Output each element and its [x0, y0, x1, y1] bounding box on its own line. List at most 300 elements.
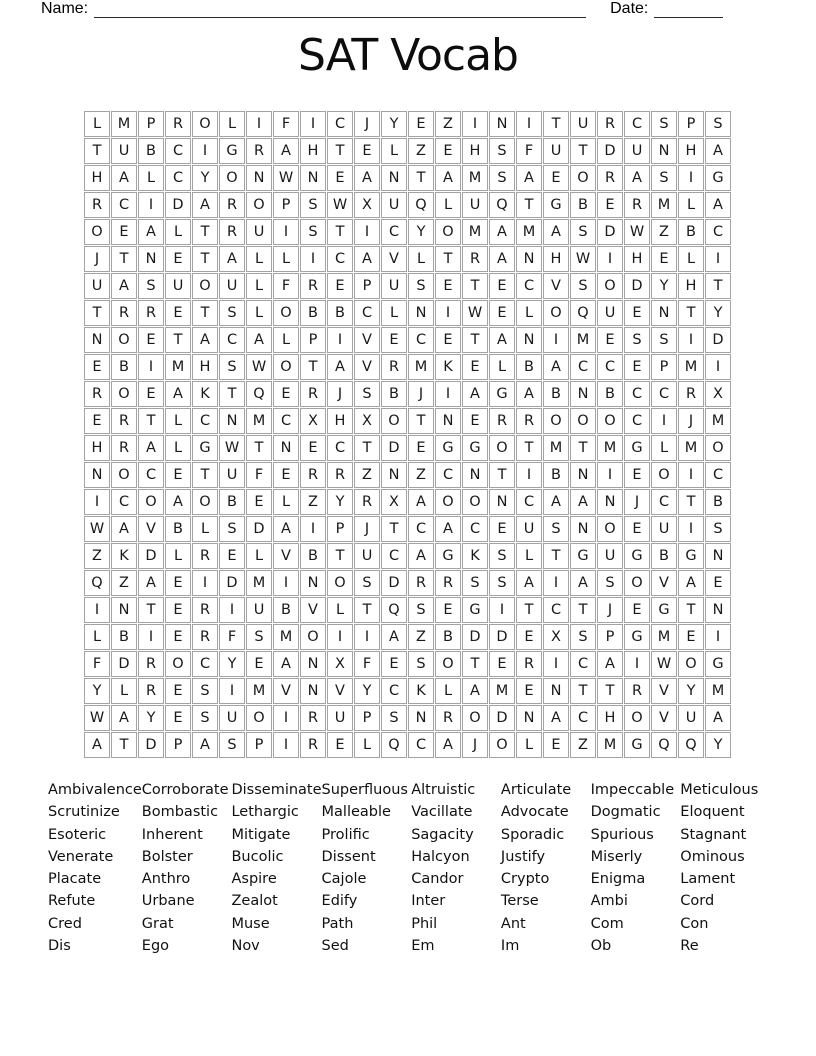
- word-item: Muse: [231, 915, 270, 932]
- grid-cell: T: [111, 246, 137, 272]
- grid-cell: I: [624, 651, 650, 677]
- grid-cell: H: [84, 165, 110, 191]
- grid-cell: K: [111, 543, 137, 569]
- grid-cell: U: [543, 138, 569, 164]
- grid-cell: L: [219, 111, 245, 137]
- grid-cell: E: [219, 543, 245, 569]
- grid-cell: L: [165, 408, 191, 434]
- word-item: Com: [590, 915, 624, 932]
- grid-cell: E: [138, 381, 164, 407]
- grid-cell: A: [543, 705, 569, 731]
- grid-cell: L: [84, 624, 110, 650]
- grid-cell: U: [381, 273, 407, 299]
- grid-cell: O: [273, 300, 299, 326]
- grid-cell: O: [327, 570, 353, 596]
- grid-cell: T: [570, 435, 596, 461]
- grid-cell: Y: [138, 705, 164, 731]
- grid-cell: C: [327, 435, 353, 461]
- grid-cell: V: [381, 246, 407, 272]
- grid-cell: G: [624, 624, 650, 650]
- grid-cell: S: [219, 354, 245, 380]
- grid-cell: A: [543, 489, 569, 515]
- grid-cell: X: [543, 624, 569, 650]
- grid-cell: I: [246, 111, 272, 137]
- word-item: Inter: [411, 893, 446, 910]
- grid-cell: I: [435, 300, 461, 326]
- grid-cell: K: [192, 381, 218, 407]
- grid-cell: E: [381, 651, 407, 677]
- grid-cell: V: [354, 327, 380, 353]
- word-item: Enigma: [590, 871, 646, 888]
- grid-cell: O: [597, 273, 623, 299]
- grid-cell: T: [408, 408, 434, 434]
- grid-cell: E: [165, 597, 191, 623]
- word-item: Sagacity: [411, 826, 474, 843]
- grid-cell: Q: [570, 300, 596, 326]
- grid-cell: L: [246, 246, 272, 272]
- grid-cell: N: [651, 300, 677, 326]
- grid-cell: E: [489, 273, 515, 299]
- grid-cell: O: [489, 732, 515, 758]
- grid-cell: F: [246, 462, 272, 488]
- header: [41, 0, 776, 18]
- grid-cell: S: [354, 381, 380, 407]
- grid-cell: N: [381, 462, 407, 488]
- grid-cell: T: [192, 219, 218, 245]
- grid-cell: E: [705, 570, 731, 596]
- grid-cell: T: [84, 138, 110, 164]
- grid-cell: X: [381, 489, 407, 515]
- grid-cell: O: [435, 219, 461, 245]
- grid-cell: G: [192, 435, 218, 461]
- grid-cell: I: [219, 678, 245, 704]
- grid-cell: W: [84, 516, 110, 542]
- word-list-column: [142, 779, 232, 957]
- grid-cell: T: [678, 300, 704, 326]
- grid-cell: Z: [435, 111, 461, 137]
- grid-cell: P: [300, 327, 326, 353]
- grid-cell: U: [219, 273, 245, 299]
- grid-cell: N: [570, 516, 596, 542]
- grid-cell: B: [165, 516, 191, 542]
- grid-cell: R: [597, 165, 623, 191]
- grid-cell: E: [624, 516, 650, 542]
- grid-cell: E: [327, 273, 353, 299]
- grid-cell: A: [381, 624, 407, 650]
- grid-cell: U: [678, 705, 704, 731]
- grid-cell: J: [462, 732, 488, 758]
- grid-cell: A: [165, 381, 191, 407]
- grid-cell: O: [597, 408, 623, 434]
- grid-cell: J: [624, 489, 650, 515]
- grid-cell: N: [597, 489, 623, 515]
- grid-cell: H: [192, 354, 218, 380]
- grid-cell: E: [354, 138, 380, 164]
- grid-cell: W: [327, 192, 353, 218]
- grid-cell: L: [381, 138, 407, 164]
- grid-cell: S: [219, 300, 245, 326]
- grid-cell: T: [516, 192, 542, 218]
- grid-cell: S: [489, 138, 515, 164]
- grid-cell: S: [354, 570, 380, 596]
- grid-cell: E: [624, 354, 650, 380]
- grid-cell: E: [84, 408, 110, 434]
- grid-cell: I: [327, 327, 353, 353]
- grid-cell: C: [651, 381, 677, 407]
- grid-cell: C: [516, 273, 542, 299]
- grid-cell: N: [570, 381, 596, 407]
- word-item: Stagnant: [680, 826, 747, 843]
- word-item: Em: [411, 938, 435, 955]
- grid-cell: L: [246, 543, 272, 569]
- grid-cell: I: [354, 624, 380, 650]
- grid-cell: M: [678, 354, 704, 380]
- grid-cell: Q: [489, 192, 515, 218]
- grid-cell: E: [462, 354, 488, 380]
- grid-cell: G: [462, 597, 488, 623]
- grid-cell: D: [138, 543, 164, 569]
- grid-cell: O: [705, 435, 731, 461]
- word-list-column: [231, 779, 321, 957]
- grid-cell: O: [111, 327, 137, 353]
- grid-cell: C: [624, 381, 650, 407]
- grid-cell: O: [84, 219, 110, 245]
- grid-cell: C: [597, 354, 623, 380]
- grid-cell: U: [597, 543, 623, 569]
- grid-cell: E: [111, 219, 137, 245]
- word-item: Halcyon: [411, 848, 470, 865]
- grid-cell: E: [489, 651, 515, 677]
- grid-cell: C: [381, 543, 407, 569]
- grid-cell: Q: [408, 192, 434, 218]
- grid-cell: M: [516, 219, 542, 245]
- grid-cell: O: [300, 624, 326, 650]
- word-item: Justify: [500, 848, 546, 865]
- grid-cell: T: [462, 273, 488, 299]
- grid-cell: G: [435, 543, 461, 569]
- grid-cell: T: [192, 300, 218, 326]
- grid-cell: I: [597, 462, 623, 488]
- grid-cell: M: [462, 219, 488, 245]
- grid-cell: E: [165, 300, 191, 326]
- grid-cell: T: [516, 597, 542, 623]
- grid-cell: T: [570, 597, 596, 623]
- grid-cell: L: [246, 273, 272, 299]
- grid-cell: Y: [381, 111, 407, 137]
- grid-cell: T: [84, 300, 110, 326]
- grid-cell: S: [408, 651, 434, 677]
- grid-cell: I: [705, 624, 731, 650]
- grid-cell: A: [516, 381, 542, 407]
- grid-cell: H: [300, 138, 326, 164]
- grid-cell: Z: [408, 624, 434, 650]
- grid-cell: F: [516, 138, 542, 164]
- grid-cell: L: [84, 111, 110, 137]
- word-list-column: [591, 779, 681, 957]
- grid-cell: X: [354, 408, 380, 434]
- grid-cell: V: [354, 354, 380, 380]
- word-item: Dogmatic: [590, 804, 661, 821]
- grid-cell: C: [138, 462, 164, 488]
- grid-cell: O: [570, 165, 596, 191]
- grid-cell: S: [219, 732, 245, 758]
- grid-cell: T: [354, 597, 380, 623]
- grid-cell: A: [543, 354, 569, 380]
- word-list-column: [48, 779, 142, 957]
- grid-cell: H: [678, 273, 704, 299]
- grid-cell: S: [219, 516, 245, 542]
- grid-cell: O: [165, 651, 191, 677]
- grid-cell: R: [192, 624, 218, 650]
- grid-cell: H: [543, 246, 569, 272]
- grid-cell: I: [327, 624, 353, 650]
- grid-cell: D: [462, 624, 488, 650]
- grid-cell: M: [462, 165, 488, 191]
- grid-cell: J: [597, 597, 623, 623]
- grid-cell: A: [111, 705, 137, 731]
- grid-cell: Y: [192, 165, 218, 191]
- grid-cell: A: [165, 489, 191, 515]
- grid-cell: G: [705, 165, 731, 191]
- word-item: Zealot: [231, 893, 278, 910]
- grid-cell: E: [435, 138, 461, 164]
- grid-cell: A: [435, 732, 461, 758]
- grid-cell: O: [462, 705, 488, 731]
- grid-cell: I: [705, 246, 731, 272]
- grid-cell: U: [246, 219, 272, 245]
- grid-cell: L: [165, 543, 191, 569]
- grid-cell: N: [246, 165, 272, 191]
- grid-cell: I: [138, 192, 164, 218]
- grid-cell: H: [624, 246, 650, 272]
- grid-cell: J: [327, 381, 353, 407]
- grid-cell: G: [543, 192, 569, 218]
- grid-cell: Y: [219, 651, 245, 677]
- grid-cell: B: [543, 462, 569, 488]
- grid-cell: A: [624, 165, 650, 191]
- grid-cell: L: [678, 192, 704, 218]
- grid-cell: T: [246, 435, 272, 461]
- grid-cell: R: [192, 543, 218, 569]
- grid-cell: E: [489, 300, 515, 326]
- grid-cell: N: [111, 597, 137, 623]
- grid-cell: V: [300, 597, 326, 623]
- grid-cell: B: [678, 219, 704, 245]
- word-item: Aspire: [231, 871, 277, 888]
- grid-cell: B: [300, 300, 326, 326]
- grid-cell: T: [327, 219, 353, 245]
- grid-cell: S: [705, 111, 731, 137]
- grid-cell: I: [651, 408, 677, 434]
- grid-cell: T: [543, 543, 569, 569]
- grid-cell: O: [111, 462, 137, 488]
- grid-cell: R: [165, 111, 191, 137]
- grid-cell: I: [300, 516, 326, 542]
- grid-cell: Z: [408, 462, 434, 488]
- grid-cell: B: [111, 354, 137, 380]
- grid-cell: I: [543, 327, 569, 353]
- grid-cell: P: [597, 624, 623, 650]
- grid-cell: R: [219, 219, 245, 245]
- grid-cell: A: [327, 354, 353, 380]
- grid-cell: C: [408, 732, 434, 758]
- grid-cell: K: [408, 678, 434, 704]
- grid-cell: C: [327, 246, 353, 272]
- grid-cell: D: [246, 516, 272, 542]
- word-item: Ego: [141, 938, 170, 955]
- grid-cell: W: [462, 300, 488, 326]
- word-item: Dis: [48, 938, 71, 955]
- grid-cell: C: [219, 327, 245, 353]
- grid-cell: E: [651, 246, 677, 272]
- grid-cell: B: [705, 489, 731, 515]
- grid-cell: A: [705, 705, 731, 731]
- grid-cell: E: [678, 624, 704, 650]
- grid-cell: B: [516, 354, 542, 380]
- grid-cell: L: [327, 597, 353, 623]
- grid-cell: W: [624, 219, 650, 245]
- grid-cell: S: [408, 597, 434, 623]
- grid-cell: D: [489, 705, 515, 731]
- word-item: Advocate: [500, 804, 569, 821]
- grid-cell: S: [597, 570, 623, 596]
- grid-cell: C: [111, 489, 137, 515]
- grid-cell: E: [246, 651, 272, 677]
- word-item: Candor: [411, 871, 464, 888]
- grid-cell: A: [435, 165, 461, 191]
- grid-cell: H: [462, 138, 488, 164]
- grid-cell: O: [435, 651, 461, 677]
- grid-cell: O: [462, 489, 488, 515]
- grid-cell: O: [246, 192, 272, 218]
- grid-cell: L: [516, 543, 542, 569]
- grid-cell: A: [597, 651, 623, 677]
- grid-cell: Q: [381, 732, 407, 758]
- grid-cell: T: [327, 138, 353, 164]
- grid-cell: P: [678, 111, 704, 137]
- name-label: Name:: [41, 0, 89, 17]
- grid-cell: R: [381, 354, 407, 380]
- grid-cell: A: [273, 516, 299, 542]
- grid-cell: O: [192, 273, 218, 299]
- grid-cell: W: [651, 651, 677, 677]
- grid-cell: C: [408, 516, 434, 542]
- grid-cell: A: [489, 327, 515, 353]
- grid-cell: O: [273, 354, 299, 380]
- grid-cell: C: [408, 327, 434, 353]
- word-item: Crypto: [500, 871, 550, 888]
- grid-cell: T: [327, 543, 353, 569]
- grid-cell: S: [570, 219, 596, 245]
- word-item: Bolster: [141, 848, 193, 865]
- word-item: Terse: [500, 893, 539, 910]
- grid-cell: B: [597, 381, 623, 407]
- grid-cell: A: [84, 732, 110, 758]
- grid-cell: R: [138, 300, 164, 326]
- grid-cell: E: [543, 732, 569, 758]
- grid-cell: B: [300, 543, 326, 569]
- grid-cell: R: [84, 192, 110, 218]
- grid-cell: C: [624, 408, 650, 434]
- word-list-column: [501, 779, 591, 957]
- grid-cell: E: [516, 678, 542, 704]
- grid-cell: N: [138, 246, 164, 272]
- grid-cell: N: [462, 462, 488, 488]
- grid-cell: N: [651, 138, 677, 164]
- grid-cell: R: [219, 192, 245, 218]
- grid-cell: S: [489, 570, 515, 596]
- word-item: Eloquent: [680, 804, 745, 821]
- grid-cell: A: [111, 165, 137, 191]
- grid-cell: Z: [300, 489, 326, 515]
- grid-cell: I: [705, 354, 731, 380]
- grid-cell: S: [651, 327, 677, 353]
- grid-cell: L: [165, 435, 191, 461]
- word-item: Lament: [680, 871, 736, 888]
- grid-cell: C: [381, 678, 407, 704]
- date-label: Date:: [610, 0, 649, 17]
- grid-cell: U: [246, 597, 272, 623]
- grid-cell: G: [624, 732, 650, 758]
- grid-cell: I: [219, 597, 245, 623]
- grid-cell: A: [489, 219, 515, 245]
- grid-cell: E: [435, 327, 461, 353]
- grid-cell: N: [84, 327, 110, 353]
- grid-cell: C: [327, 111, 353, 137]
- grid-cell: A: [705, 192, 731, 218]
- grid-cell: C: [192, 651, 218, 677]
- grid-cell: J: [354, 516, 380, 542]
- grid-cell: U: [327, 705, 353, 731]
- grid-cell: O: [192, 489, 218, 515]
- word-item: Cord: [680, 893, 715, 910]
- grid-cell: T: [192, 462, 218, 488]
- grid-cell: A: [570, 570, 596, 596]
- grid-cell: R: [192, 597, 218, 623]
- grid-cell: N: [705, 543, 731, 569]
- grid-cell: E: [408, 111, 434, 137]
- grid-cell: I: [192, 570, 218, 596]
- grid-cell: L: [273, 327, 299, 353]
- grid-cell: U: [597, 300, 623, 326]
- grid-cell: T: [138, 408, 164, 434]
- grid-cell: Q: [381, 597, 407, 623]
- grid-cell: T: [597, 678, 623, 704]
- grid-cell: D: [381, 435, 407, 461]
- grid-cell: R: [138, 678, 164, 704]
- grid-cell: S: [462, 570, 488, 596]
- grid-cell: U: [516, 516, 542, 542]
- grid-cell: R: [462, 246, 488, 272]
- grid-cell: F: [273, 273, 299, 299]
- grid-cell: R: [84, 381, 110, 407]
- grid-cell: N: [381, 165, 407, 191]
- grid-cell: R: [516, 408, 542, 434]
- grid-cell: P: [354, 705, 380, 731]
- grid-cell: O: [570, 408, 596, 434]
- grid-cell: R: [408, 570, 434, 596]
- grid-cell: A: [678, 570, 704, 596]
- grid-cell: B: [570, 192, 596, 218]
- grid-cell: R: [678, 381, 704, 407]
- grid-cell: C: [651, 489, 677, 515]
- grid-cell: E: [165, 462, 191, 488]
- grid-cell: T: [462, 651, 488, 677]
- grid-cell: A: [138, 435, 164, 461]
- grid-cell: N: [543, 678, 569, 704]
- grid-cell: J: [678, 408, 704, 434]
- word-item: Mitigate: [231, 826, 291, 843]
